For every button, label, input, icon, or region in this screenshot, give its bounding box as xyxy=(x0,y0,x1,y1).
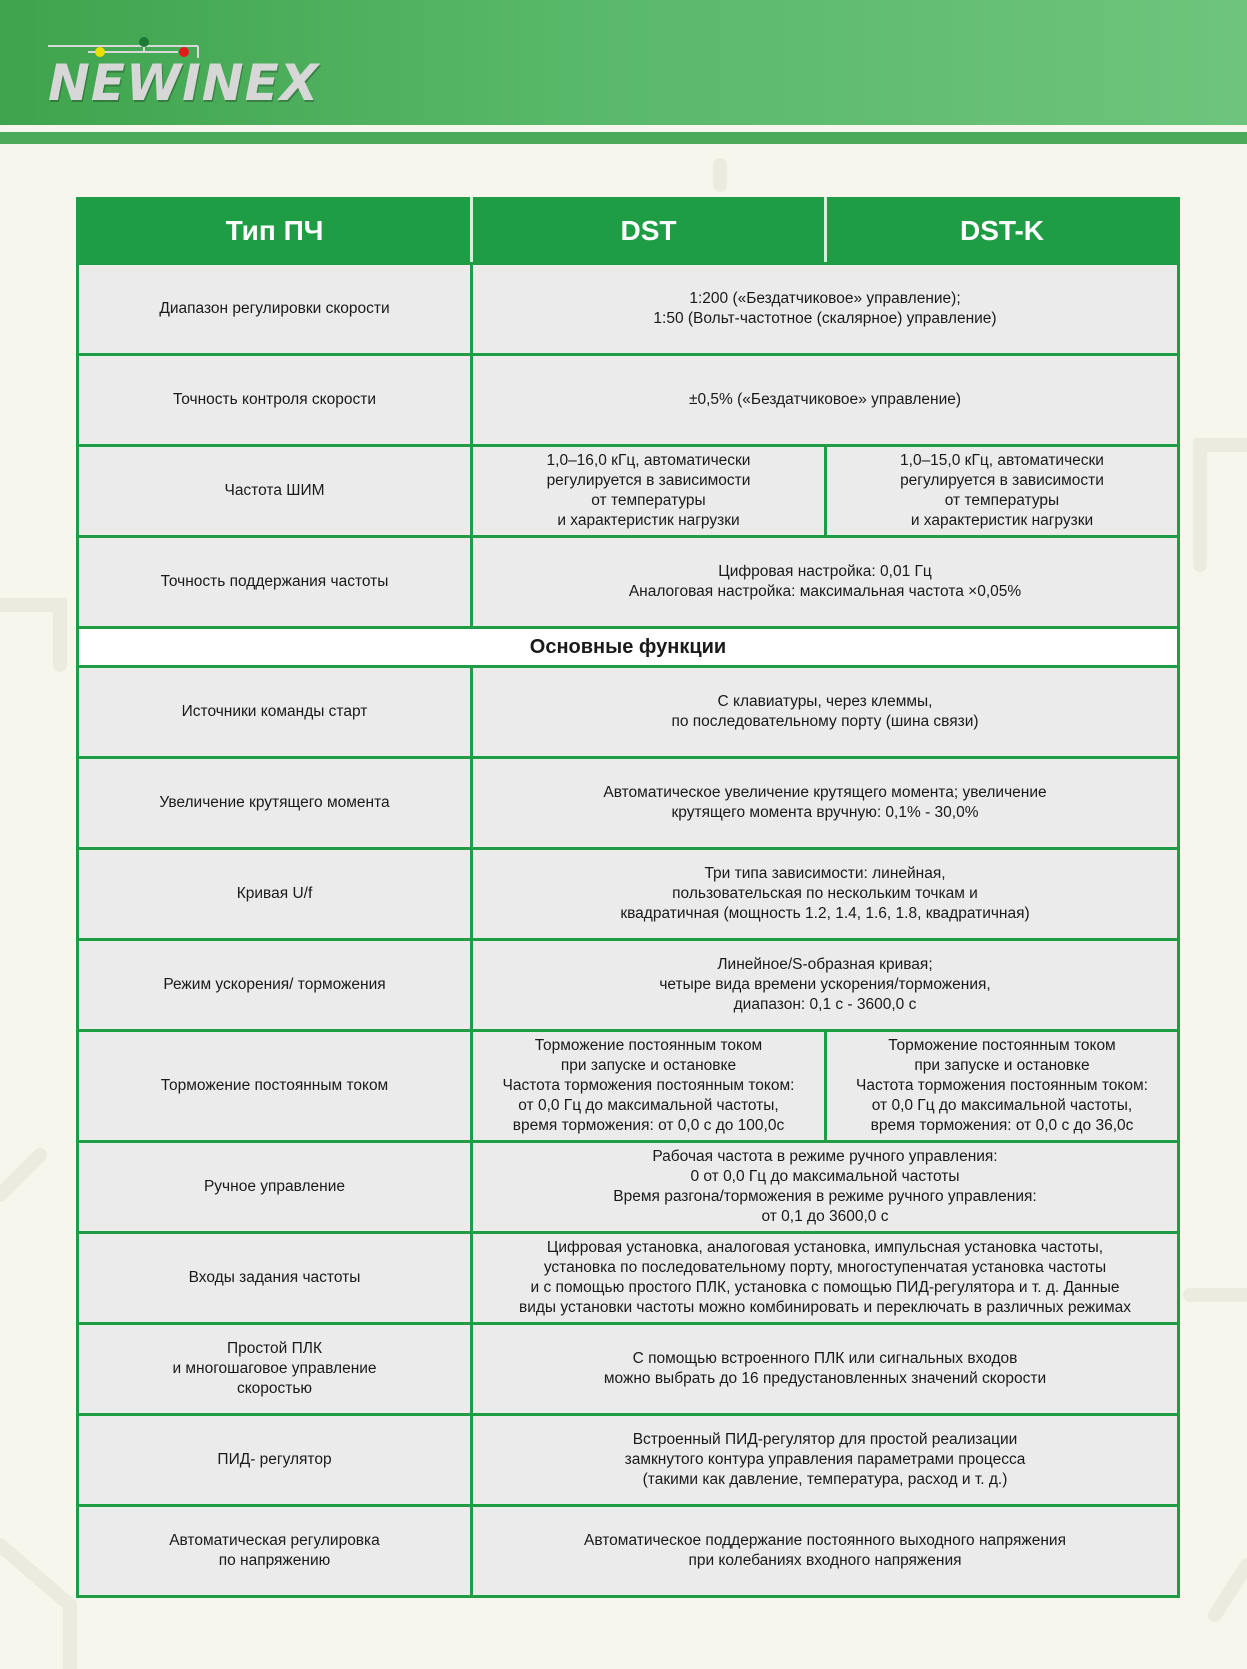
table-row xyxy=(78,1031,1179,1142)
header-dst: DST xyxy=(472,199,826,264)
table-header-row xyxy=(78,199,1179,264)
row-value: Встроенный ПИД-регулятор для простой реализации замкнутого контура управления параметрами процесса (такими как давление, температура, расход и т. д.) xyxy=(472,1415,1179,1506)
table-row xyxy=(78,537,1179,628)
row-value-dst-k: 1,0–15,0 кГц, автоматически регулируется в зависимости от температуры и характеристик нагрузки xyxy=(826,446,1179,537)
section-title: Основные функции xyxy=(78,628,1179,667)
table-row xyxy=(78,758,1179,849)
row-value: Линейное/S-образная кривая; четыре вида времени ускорения/торможения, диапазон: 0,1 с - 3600,0 с xyxy=(472,940,1179,1031)
row-value: С клавиатуры, через клеммы, по последовательному порту (шина связи) xyxy=(472,667,1179,758)
header-stripe xyxy=(0,132,1247,144)
table-row xyxy=(78,1142,1179,1233)
table-row xyxy=(78,446,1179,537)
table-row xyxy=(78,849,1179,940)
row-value: ±0,5% («Бездатчиковое» управление) xyxy=(472,355,1179,446)
row-value-dst-k: Торможение постоянным током при запуске и остановке Частота торможения постоянным током: от 0,0 Гц до максимальной частоты, время торможения: от 0,0 с до 36,0с xyxy=(826,1031,1179,1142)
table-row xyxy=(78,1415,1179,1506)
row-label: Кривая U/f xyxy=(78,849,472,940)
row-value: С помощью встроенного ПЛК или сигнальных входов можно выбрать до 16 предустановленных значений скорости xyxy=(472,1324,1179,1415)
table-row xyxy=(78,264,1179,355)
row-label: Автоматическая регулировка по напряжению xyxy=(78,1506,472,1597)
header-type: Тип ПЧ xyxy=(78,199,472,264)
table-row xyxy=(78,667,1179,758)
row-label: Частота ШИМ xyxy=(78,446,472,537)
row-value: Цифровая установка, аналоговая установка, импульсная установка частоты, установка по последовательному порту, многоступенчатая установка частоты и с помощью простого ПЛК, установка с помощью ПИД-регулятора и т. д. Данные виды установки частоты можно комбинировать и переключать в различных режимах xyxy=(472,1233,1179,1324)
table-row xyxy=(78,355,1179,446)
row-label: Источники команды старт xyxy=(78,667,472,758)
row-label: Точность контроля скорости xyxy=(78,355,472,446)
table-row xyxy=(78,1324,1179,1415)
row-value: Рабочая частота в режиме ручного управления: 0 от 0,0 Гц до максимальной частоты Время разгона/торможения в режиме ручного управления: от 0,1 до 3600,0 с xyxy=(472,1142,1179,1233)
row-label: Входы задания частоты xyxy=(78,1233,472,1324)
row-label: ПИД- регулятор xyxy=(78,1415,472,1506)
row-value: Три типа зависимости: линейная, пользовательская по нескольким точкам и квадратичная (мощность 1.2, 1.4, 1.6, 1.8, квадратичная) xyxy=(472,849,1179,940)
brand-logo xyxy=(48,36,328,112)
section-row xyxy=(78,628,1179,667)
table-row xyxy=(78,1233,1179,1324)
table-row xyxy=(78,940,1179,1031)
table-row xyxy=(78,1506,1179,1597)
row-label: Увеличение крутящего момента xyxy=(78,758,472,849)
row-value-dst: 1,0–16,0 кГц, автоматически регулируется в зависимости от температуры и характеристик нагрузки xyxy=(472,446,826,537)
row-label: Ручное управление xyxy=(78,1142,472,1233)
spec-table xyxy=(76,197,1180,1598)
row-value: Цифровая настройка: 0,01 Гц Аналоговая настройка: максимальная частота ×0,05% xyxy=(472,537,1179,628)
header-dst-k: DST-K xyxy=(826,199,1179,264)
row-label: Торможение постоянным током xyxy=(78,1031,472,1142)
row-label: Режим ускорения/ торможения xyxy=(78,940,472,1031)
row-value: Автоматическое увеличение крутящего момента; увеличение крутящего момента вручную: 0,1% - 30,0% xyxy=(472,758,1179,849)
row-label: Простой ПЛК и многошаговое управление скоростью xyxy=(78,1324,472,1415)
row-value-dst: Торможение постоянным током при запуске и остановке Частота торможения постоянным током: от 0,0 Гц до максимальной частоты, время торможения: от 0,0 с до 100,0с xyxy=(472,1031,826,1142)
logo-wordmark: NEWINEX xyxy=(48,54,320,112)
row-value: Автоматическое поддержание постоянного выходного напряжения при колебаниях входного напряжения xyxy=(472,1506,1179,1597)
row-label: Точность поддержания частоты xyxy=(78,537,472,628)
row-value: 1:200 («Бездатчиковое» управление); 1:50 (Вольт-частотное (скалярное) управление) xyxy=(472,264,1179,355)
row-label: Диапазон регулировки скорости xyxy=(78,264,472,355)
